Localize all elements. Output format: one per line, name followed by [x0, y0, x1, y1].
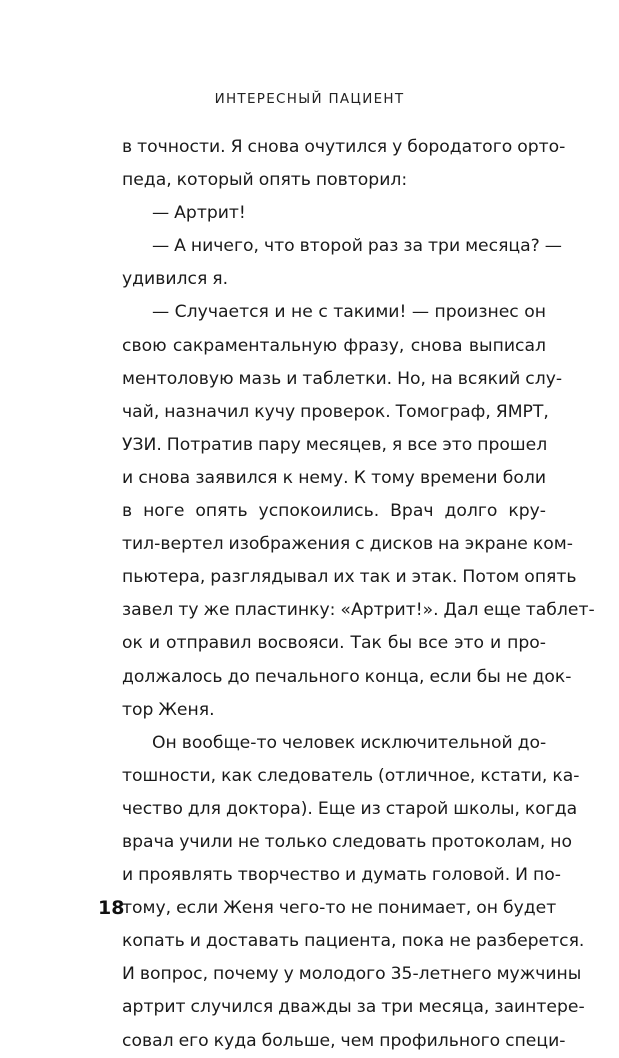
text-line: должалось до печального конца, если бы не док- [122, 666, 572, 687]
text-line: врача учили не только следовать протоколам, но [122, 831, 573, 852]
text-line: артрит случился дважды за три месяца, заинтере- [122, 997, 585, 1018]
body-text [122, 131, 595, 1058]
text-line: ок и отправил восвояси. Так бы все это и про- [122, 633, 546, 654]
text-line: УЗИ. Потратив пару месяцев, я все это прошел [122, 434, 548, 455]
text-line: педа, который опять повторил: [122, 170, 408, 191]
text-line: — Случается и не с такими! — произнес он [152, 302, 546, 323]
running-header: ИНТЕРЕСНЫЙ ПАЦИЕНТ [214, 91, 405, 107]
text-line: пьютера, разглядывал их так и этак. Потом опять [122, 567, 577, 588]
text-line: копать и доставать пациента, пока не разберется. [122, 931, 585, 952]
text-line: свою сакраментальную фразу, снова выписал [122, 335, 546, 356]
text-line: тор Женя. [122, 699, 215, 720]
text-line: совал его куда больше, чем профильного специ- [122, 1030, 566, 1051]
text-line: чество для доктора). Еще из старой школы, когда [122, 798, 578, 819]
text-line: — Артрит! [152, 203, 246, 224]
text-line: тошности, как следователь (отличное, кстати, ка- [122, 765, 580, 786]
text-line: ментоловую мазь и таблетки. Но, на всякий слу- [122, 368, 563, 389]
text-line: и снова заявился к нему. К тому времени боли [122, 467, 546, 488]
text-line: в точности. Я снова очутился у бородатого орто- [122, 137, 566, 157]
text-line: удивился я. [122, 269, 229, 290]
text-line: завел ту же пластинку: «Артрит!». Дал еще таблет- [122, 600, 595, 621]
text-line: чай, назначил кучу проверок. Томограф, ЯМРТ, [122, 401, 549, 422]
text-line: тому, если Женя чего-то не понимает, он будет [122, 898, 557, 919]
text-line: Он вообще-то человек исключительной до- [152, 732, 547, 753]
text-line: — А ничего, что второй раз за три месяца? — [152, 236, 562, 257]
text-line: в ноге опять успокоились. Врач долго кру- [122, 501, 546, 522]
text-line: И вопрос, почему у молодого 35-летнего мужчины [122, 964, 582, 985]
page-number: 18 [98, 897, 125, 919]
text-line: тил-вертел изображения с дисков на экране ком- [122, 534, 573, 555]
text-line: и проявлять творчество и думать головой. И по- [122, 865, 561, 886]
